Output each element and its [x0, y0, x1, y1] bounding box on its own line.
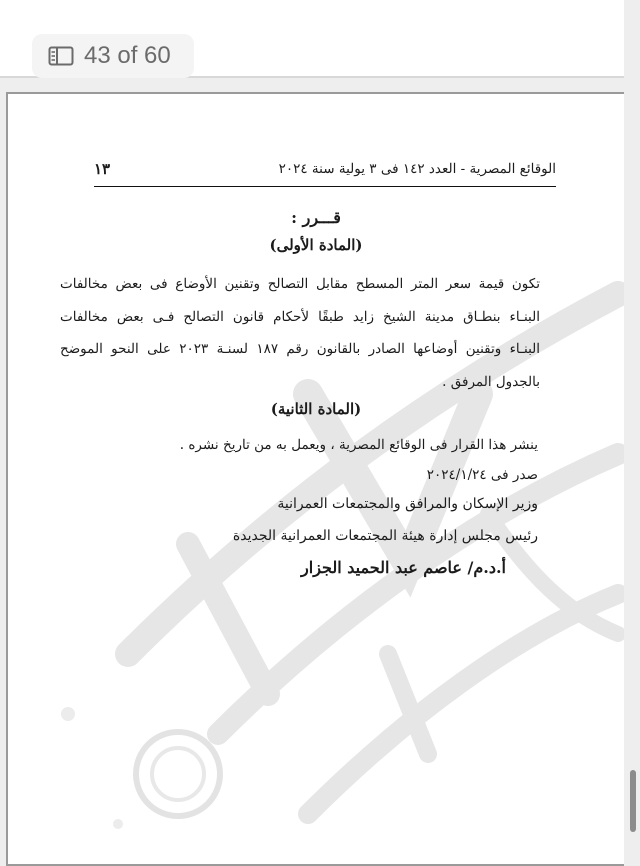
signatory-name: أ.د.م/ عاصم عبد الحميد الجزار — [301, 558, 506, 577]
article-1-line: البنـاء وتقنين أوضاعها الصادر بالقانون رقم ١٨٧ لسنـة ٢٠٢٣ على النحو الموضح — [60, 341, 541, 357]
article-1-line: بالجدول المرفق . — [442, 373, 540, 390]
header-rule — [94, 186, 556, 187]
article-1-line: البنـاء بنطـاق مدينة الشيخ زايد طبقًا لأحكام قانون التصالح فـى بعض مخالفات — [60, 308, 540, 325]
page-counter[interactable] — [32, 34, 194, 78]
header-title: الوقائع المصرية - العدد ١٤٢ فى ٣ يولية سنة ٢٠٢٤ — [278, 161, 556, 177]
article-1-body — [60, 268, 540, 398]
signatory-title-1: وزير الإسكان والمرافق والمجتمعات العمرانية — [277, 496, 538, 512]
article-1-title: (المادة الأولى) — [269, 236, 363, 254]
article-2-text: ينشر هذا القرار فى الوقائع المصرية ، ويعمل به من تاريخ نشره . — [179, 437, 538, 453]
page-number: ١٣ — [94, 160, 111, 178]
issue-date: صدر فى ٢٠٢٤/١/٢٤ — [426, 467, 538, 483]
article-2-body — [78, 430, 538, 490]
page-counter-label: 43 of 60 — [84, 42, 171, 69]
page-thumbnail-icon — [48, 46, 74, 66]
article-2-title: (المادة الثانية) — [270, 400, 362, 418]
article-1-line: تكون قيمة سعر المتر المسطح مقابل التصالح وتقنين الأوضاع فى بعض مخالفات — [60, 276, 540, 292]
signatory-title-2: رئيس مجلس إدارة هيئة المجتمعات العمرانية الجديدة — [232, 528, 538, 544]
vertical-scrollbar[interactable] — [630, 770, 636, 832]
document-page — [6, 92, 624, 866]
gazette-header — [94, 160, 556, 178]
decision-title: قـــرر : — [291, 208, 341, 227]
